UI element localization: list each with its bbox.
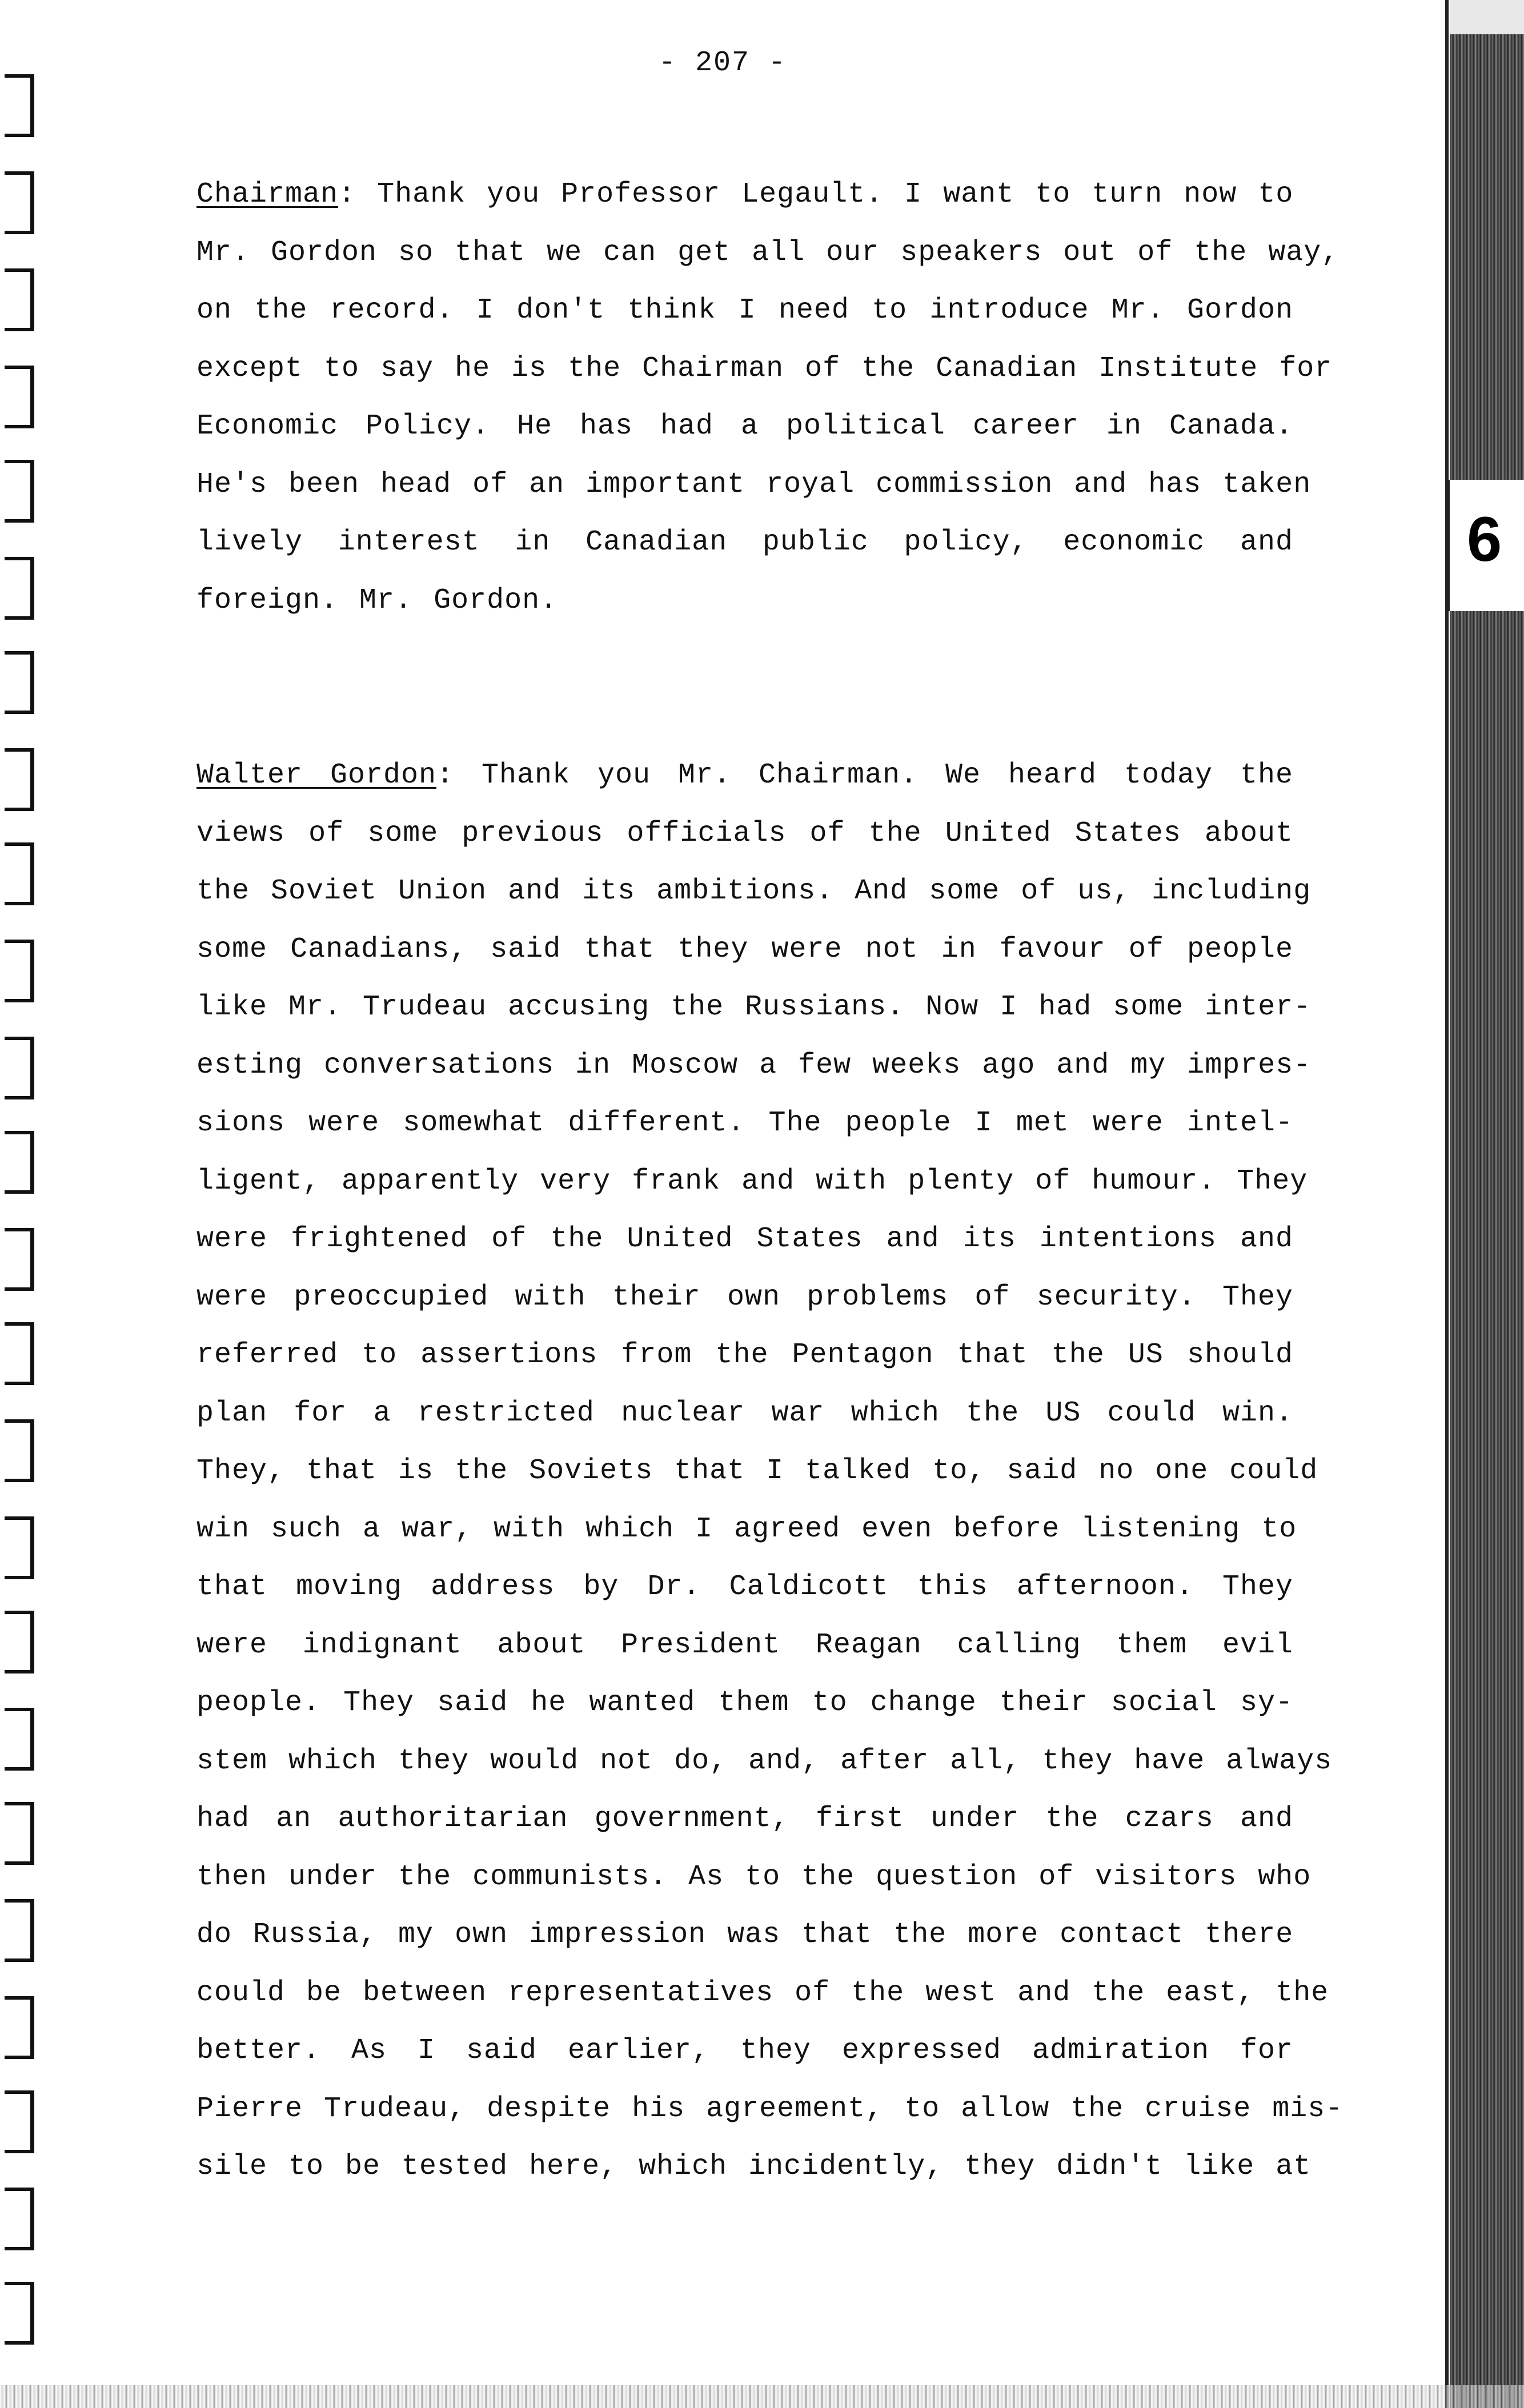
- text-line: like Mr. Trudeau accusing the Russians. Now I had some inter-: [196, 991, 1312, 1024]
- text-line-content: Thank you Professor Legault. I want to turn now to: [377, 178, 1294, 211]
- binding-bracket: [5, 268, 34, 331]
- paragraph-walter-gordon: [196, 747, 1343, 2196]
- text-line: the Soviet Union and its ambitions. And some of us, including: [196, 875, 1312, 908]
- scanned-page-edge: [1450, 0, 1524, 2408]
- binding-bracket: [5, 366, 34, 428]
- text-line: that moving address by Dr. Caldicott this afternoon. They: [196, 1571, 1293, 1603]
- text-line: Economic Policy. He has had a political career in Canada.: [196, 410, 1293, 443]
- text-line: win such a war, with which I agreed even before listening to: [196, 1512, 1297, 1546]
- binding-bracket: [5, 2090, 34, 2153]
- binding-bracket: [5, 1131, 34, 1194]
- binding-bracket: [5, 748, 34, 811]
- binding-bracket: [5, 1996, 34, 2059]
- text-line: some Canadians, said that they were not in favour of people: [196, 933, 1293, 966]
- text-line: on the record. I don't think I need to introduce Mr. Gordon: [196, 294, 1293, 327]
- text-line: foreign. Mr. Gordon.: [196, 584, 558, 617]
- binding-bracket: [5, 1611, 34, 1673]
- text-line: Mr. Gordon so that we can get all our speakers out of the way,: [196, 236, 1339, 269]
- text-line: [196, 747, 1293, 805]
- text-line: were indignant about President Reagan calling them evil: [196, 1628, 1293, 1661]
- speaker-colon: :: [338, 178, 356, 211]
- text-line: ligent, apparently very frank and with plenty of humour. They: [196, 1165, 1308, 1198]
- text-line: people. They said he wanted them to change their social sy-: [196, 1687, 1293, 1719]
- paragraph-chairman: [196, 166, 1339, 629]
- text-line: esting conversations in Moscow a few weeks ago and my impres-: [196, 1049, 1312, 1082]
- text-line: were preoccupied with their own problems of security. They: [196, 1281, 1293, 1314]
- text-line: were frightened of the United States and its intentions and: [196, 1223, 1293, 1255]
- binding-bracket: [5, 651, 34, 714]
- binding-bracket: [5, 1322, 34, 1385]
- page-number: - 207 -: [658, 47, 787, 79]
- text-line: plan for a restricted nuclear war which the US could win.: [196, 1396, 1293, 1430]
- text-line: except to say he is the Chairman of the Canadian Institute for: [196, 352, 1333, 385]
- text-line: sile to be tested here, which incidently, they didn't like at: [196, 2150, 1312, 2183]
- text-line: do Russia, my own impression was that the more contact there: [196, 1919, 1294, 1951]
- binding-bracket: [5, 1419, 34, 1482]
- text-line: could be between representatives of the west and the east, the: [196, 1976, 1329, 2009]
- binding-bracket: [5, 1516, 34, 1579]
- scanned-bottom-edge: [0, 2385, 1524, 2408]
- binding-bracket: [5, 2188, 34, 2250]
- binding-bracket: [5, 1037, 34, 1099]
- scanned-page-edge-top: [1450, 0, 1524, 34]
- text-line: stem which they would not do, and, after all, they have always: [196, 1744, 1333, 1777]
- section-tab: [1446, 480, 1524, 611]
- binding-brackets: [0, 0, 51, 2408]
- speaker-name: Walter Gordon: [196, 759, 437, 792]
- binding-bracket: [5, 940, 34, 1002]
- binding-bracket: [5, 842, 34, 905]
- binding-bracket: [5, 1899, 34, 1962]
- page-edge-line: [1445, 0, 1449, 2408]
- text-line: then under the communists. As to the question of visitors who: [196, 1860, 1312, 1893]
- text-line: He's been head of an important royal commission and has taken: [196, 468, 1312, 501]
- speaker-colon: :: [436, 759, 455, 792]
- section-tab-label: 6: [1467, 504, 1502, 575]
- binding-bracket: [5, 2282, 34, 2345]
- binding-bracket: [5, 1708, 34, 1771]
- text-line: Pierre Trudeau, despite his agreement, to allow the cruise mis-: [196, 2092, 1343, 2125]
- text-line: They, that is the Soviets that I talked to, said no one could: [196, 1455, 1318, 1487]
- binding-bracket: [5, 557, 34, 620]
- speaker-name: Chairman: [196, 178, 339, 211]
- text-line: had an authoritarian government, first under the czars and: [196, 1803, 1293, 1835]
- binding-bracket: [5, 171, 34, 234]
- text-line-content: Thank you Mr. Chairman. We heard today the: [482, 759, 1293, 792]
- binding-bracket: [5, 1228, 34, 1291]
- text-line: referred to assertions from the Pentagon that the US should: [196, 1339, 1293, 1371]
- text-line: lively interest in Canadian public policy, economic and: [196, 526, 1293, 559]
- text-line: [196, 166, 1293, 224]
- text-line: better. As I said earlier, they expressed admiration for: [196, 2034, 1293, 2067]
- binding-bracket: [5, 1802, 34, 1865]
- binding-bracket: [5, 74, 34, 137]
- text-line: views of some previous officials of the United States about: [196, 817, 1293, 850]
- text-line: sions were somewhat different. The people I met were intel-: [196, 1107, 1293, 1139]
- binding-bracket: [5, 460, 34, 523]
